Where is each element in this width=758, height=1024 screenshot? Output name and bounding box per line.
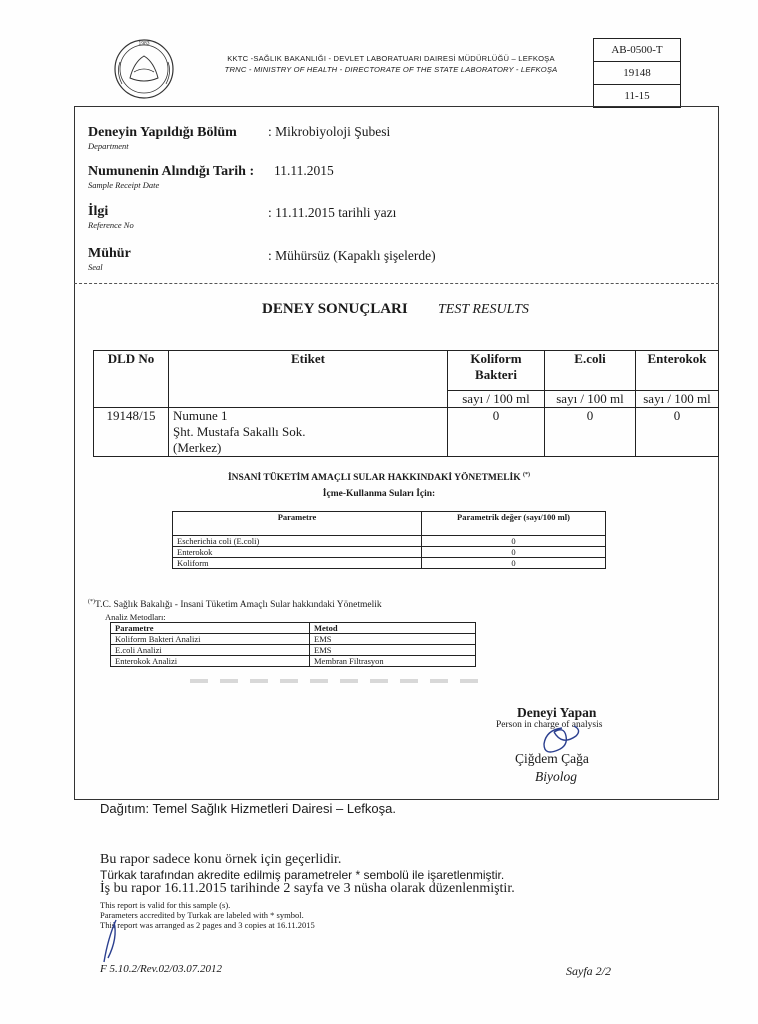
form-code-footer: F 5.10.2/Rev.02/03.07.2012	[100, 963, 222, 975]
results-title-en: TEST RESULTS	[438, 302, 529, 317]
ecoli-unit: sayı / 100 ml	[545, 391, 636, 408]
table-row	[111, 645, 476, 656]
sample-date-value: 11.11.2015	[274, 163, 334, 178]
param-value-header: Parametrik değer (sayı/100 ml)	[422, 512, 606, 536]
method-param: Enterokok Analizi	[111, 656, 310, 667]
enterokok-unit: sayı / 100 ml	[636, 391, 719, 408]
regulation-title	[0, 472, 758, 483]
department-label: Deneyin Yapıldığı Bölüm	[88, 125, 237, 140]
analyst-title-en: Person in charge of analysis	[496, 720, 603, 730]
seal-field	[88, 244, 131, 272]
reference-label-en: Reference No	[88, 220, 134, 230]
ministry-emblem-logo	[104, 32, 184, 102]
footnote-mark: (*)	[88, 599, 95, 605]
table-row	[173, 536, 606, 547]
reference-field	[88, 202, 134, 230]
sample-date-label: Numunenin Alındığı Tarih :	[88, 164, 255, 179]
footnote-text: T.C. Sağlık Bakalığı - Insani Tüketim Amaçlı Sular hakkındaki Yönetmelik	[95, 600, 382, 611]
method-param-header: Parametre	[111, 623, 310, 634]
enterokok-value: 0	[636, 408, 719, 457]
distribution-line: Dağıtım: Temel Sağlık Hizmetleri Dairesi – Lefkoşa.	[100, 801, 396, 816]
ecoli-value: 0	[545, 408, 636, 457]
col-dld-header: DLD No	[94, 351, 169, 408]
department-field	[88, 123, 237, 151]
koliform-value: 0	[448, 408, 545, 457]
table-row	[173, 547, 606, 558]
analyst-role: Biyolog	[535, 769, 577, 784]
param-value: 0	[422, 536, 606, 547]
dld-value: 19148/15	[94, 408, 169, 457]
reference-label: İlgi	[88, 204, 109, 219]
method-value: EMS	[310, 645, 476, 656]
param-header: Parametre	[173, 512, 422, 536]
table-row	[111, 634, 476, 645]
header-ministry-tr: KKTC -SAĞLIK BAKANLIĞI - DEVLET LABORATUARI DAIRESİ MÜDÜRLÜĞÜ – LEFKOŞA	[227, 54, 555, 63]
etiket-value	[169, 408, 448, 457]
method-value: EMS	[310, 634, 476, 645]
period-cell: 11-15	[624, 90, 650, 102]
accreditation-note-en: Parameters accredited by Turkak are labeled with * symbol.	[100, 910, 304, 920]
param-value: 0	[422, 558, 606, 569]
reference-value: : 11.11.2015 tarihli yazı	[268, 205, 397, 220]
method-param: Koliform Bakteri Analizi	[111, 634, 310, 645]
validity-note-tr: Bu rapor sadece konu örnek için geçerlidir.	[100, 852, 342, 867]
regulation-subtitle: İçme-Kullanma Suları İçin:	[322, 489, 436, 499]
regulation-title-text: İNSANİ TÜKETİM AMAÇLI SULAR HAKKINDAKİ YÖNETMELİK	[227, 473, 521, 484]
report-number-cell: 19148	[594, 62, 680, 85]
methods-label: Analiz Metodları:	[105, 612, 166, 622]
arrangement-note-en: This report was arranged as 2 pages and 3 copies at 16.11.2015	[100, 920, 315, 930]
results-title: DENEY SONUÇLARI	[262, 301, 408, 317]
logo-year: 1983	[138, 41, 150, 47]
validity-note-en: This report is valid for this sample (s).	[100, 900, 231, 910]
param-name: Koliform	[173, 558, 422, 569]
method-header: Metod	[310, 623, 476, 634]
seal-value: : Mühürsüz (Kapaklı şişelerde)	[268, 248, 436, 263]
method-param: E.coli Analizi	[111, 645, 310, 656]
param-name: Enterokok	[173, 547, 422, 558]
arrangement-note-tr: İş bu rapor 16.11.2015 tarihinde 2 sayfa ve 3 nüsha olarak düzenlenmiştir.	[100, 881, 515, 896]
table-row	[94, 408, 719, 457]
koliform-unit: sayı / 100 ml	[448, 391, 545, 408]
regulation-title-mark: (*)	[523, 472, 531, 478]
sample-date-label-en: Sample Receipt Date	[88, 180, 160, 190]
etiket-line: (Merkez)	[173, 440, 222, 455]
table-row	[111, 656, 476, 667]
department-value: : Mikrobiyoloji Şubesi	[268, 124, 391, 139]
department-label-en: Department	[88, 141, 129, 151]
faint-bleed-through	[190, 679, 490, 683]
regulation-footnote	[88, 599, 382, 610]
handwritten-initial	[100, 918, 124, 964]
param-value: 0	[422, 547, 606, 558]
document-code-box	[593, 38, 681, 108]
col-enterokok-header: Enterokok	[636, 351, 719, 391]
col-etiket-header: Etiket	[169, 351, 448, 408]
param-name: Escherichia coli (E.coli)	[173, 536, 422, 547]
accreditation-note-tr: Türkak tarafından akredite edilmiş parametreler * sembolü ile işaretlenmiştir.	[100, 868, 505, 882]
analyst-name: Çiğdem Çağa	[515, 751, 589, 766]
page-number: Sayfa 2/2	[566, 964, 611, 978]
table-row	[173, 558, 606, 569]
method-value: Membran Filtrasyon	[310, 656, 476, 667]
section-divider	[74, 283, 719, 284]
col-koliform-header: Koliform Bakteri	[448, 351, 545, 391]
parametric-values-table	[172, 511, 606, 569]
etiket-line: Numune 1	[173, 408, 228, 423]
col-ecoli-header: E.coli	[545, 351, 636, 391]
seal-label: Mühür	[88, 246, 131, 261]
methods-table	[110, 622, 476, 667]
etiket-line: Şht. Mustafa Sakallı Sok.	[173, 424, 306, 439]
analyst-title: Deneyi Yapan	[517, 705, 597, 720]
seal-label-en: Seal	[88, 262, 103, 272]
results-table	[93, 350, 719, 457]
header-ministry-en: TRNC - MINISTRY OF HEALTH - DIRECTORATE OF THE STATE LABORATORY - LEFKOŞA	[224, 65, 558, 74]
sample-date-field	[88, 162, 254, 190]
form-code-cell: AB-0500-T	[594, 39, 680, 62]
